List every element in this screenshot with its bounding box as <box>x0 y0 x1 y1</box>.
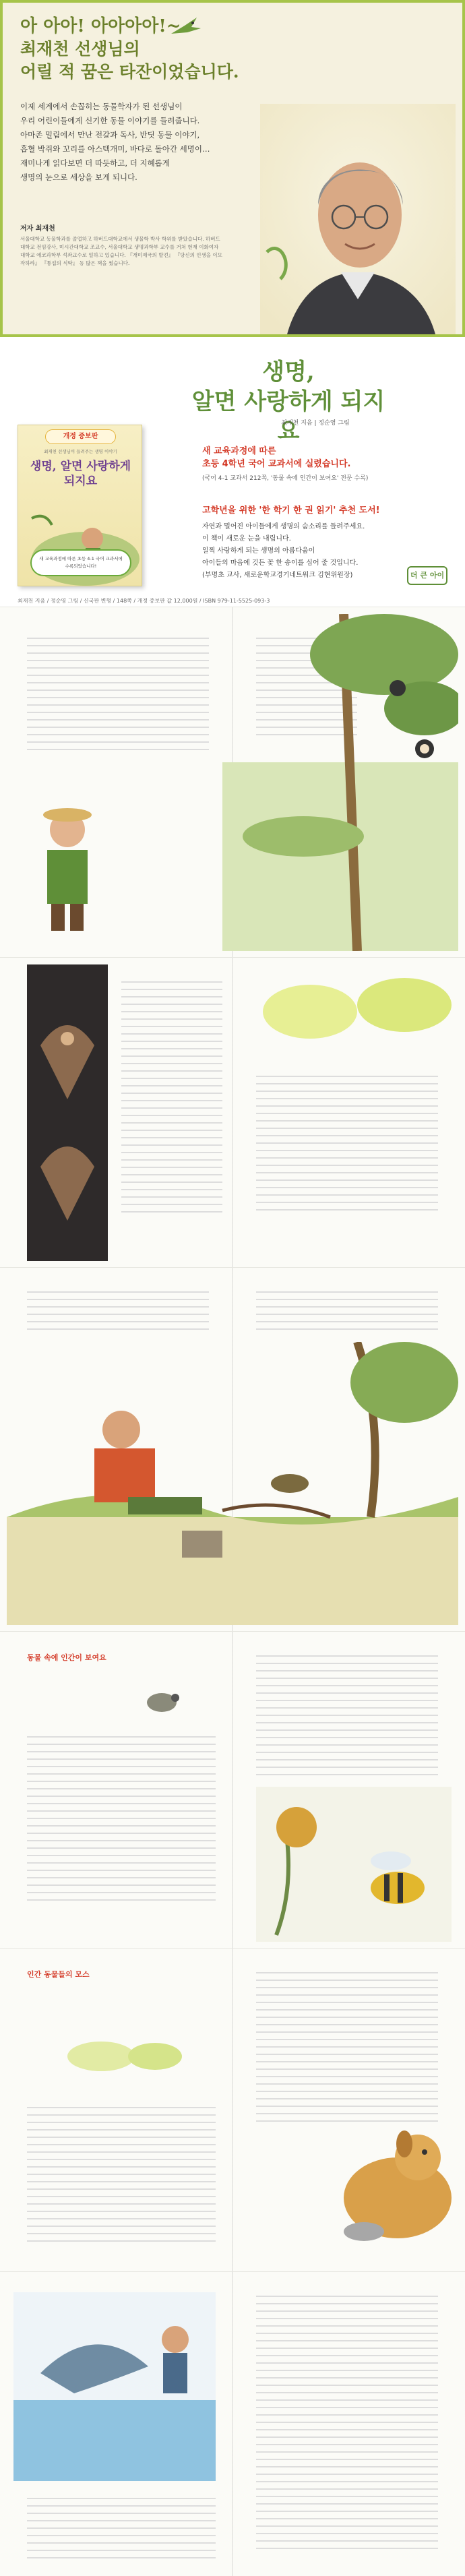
hero-quote <box>20 15 239 84</box>
spread-text-block <box>256 1652 438 1778</box>
book-title-line-1: 생명, <box>262 359 315 386</box>
highlight-line-2: 초등 4학년 국어 교과서에 실렸습니다. <box>202 459 351 469</box>
page-fold <box>232 1632 233 1948</box>
boy-illustration <box>27 789 108 938</box>
bat-illustration <box>27 964 108 1261</box>
curriculum-highlight <box>202 445 445 482</box>
insect-illustration <box>135 1686 189 1719</box>
book-section <box>0 337 465 607</box>
spread-text-block <box>256 1072 438 1213</box>
spread-2 <box>0 957 465 1267</box>
spread-6 <box>0 2271 465 2576</box>
dolphin-illustration <box>13 2292 216 2481</box>
spread-4 <box>0 1631 465 1948</box>
section-heading: 인간 동물들의 모스 <box>27 1970 90 1979</box>
book-title <box>187 357 390 446</box>
hero-quote-line-1: 아 아아! 아아아아!~ <box>20 16 181 36</box>
recommendation-title: 고학년을 위한 '한 학기 한 권 읽기' 추천 도서! <box>202 505 380 516</box>
highlight-note: (국어 4-1 교과서 212쪽, '동물 속에 인간이 보여요' 전문 수록) <box>202 475 369 482</box>
spread-text-block <box>27 634 209 753</box>
hero-body-line: 흡혈 박쥐와 꼬리를 아스텍개미, 바다로 돌아간 세명이… <box>20 144 210 154</box>
book-title-line-2: 알면 사랑하게 되지요 <box>191 388 385 445</box>
recommendation-line: 일찍 사랑하게 되는 생명의 아름다움이 <box>202 547 315 555</box>
cover-sticker: 새 교육과정에 따른 초등 4-1 국어 교과서에 수록되었습니다! <box>30 549 131 576</box>
spread-text-block <box>27 2104 216 2244</box>
recommendation-line: 자연과 멀어진 아이들에게 생명의 숨소리를 들려주세요. <box>202 523 365 530</box>
cover-badge: 개정 증보판 <box>45 429 116 444</box>
spread-1 <box>0 607 465 957</box>
hero-body <box>20 100 249 185</box>
cover-title: 생명, 알면 사랑하게 되지요 <box>30 460 131 488</box>
endorsement: (부명초 교사, 새로운학교경기네트워크 김현위원장) <box>202 572 353 579</box>
leaf-illustration <box>61 2029 182 2083</box>
author-name: 저자 최재천 <box>20 225 55 233</box>
hero-section <box>0 0 465 337</box>
hummingbird-illustration <box>168 13 204 42</box>
author-portrait <box>260 104 456 334</box>
book-cover <box>18 425 142 586</box>
hero-body-line: 우리 어린이들에게 신기한 동물 이야기를 들려줍니다. <box>20 116 200 125</box>
author-description: 서울대학교 동물학과를 졸업하고 하버드대학교에서 생물학 박사 학위를 받았습니다. 하버드대학교 전임강사, 미시간대학교 조교수, 서울대학교 생명과학부 교수를 거쳐 현재 이화여자대학교 에코과학부 석좌교수로 일하고 있습니다. 『개미제국의 발견』 『당신의 인생을 이모작하라』 『통섭의 식탁』 등 많은 책을 썼습니다. <box>20 236 222 266</box>
hero-body-line: 생명의 눈으로 세상을 보게 되니다. <box>20 173 137 182</box>
bee-illustration <box>256 1787 452 1942</box>
spread-text-block <box>256 1288 438 1332</box>
hero-quote-line-3: 어릴 적 꿈은 타잔이었습니다. <box>20 62 239 82</box>
spread-text-block <box>27 2494 216 2561</box>
publisher-logo: 더 큰 아이 <box>407 566 447 585</box>
spread-text-block <box>27 1288 209 1332</box>
spread-text-block <box>256 1969 438 2124</box>
section-heading: 동물 속에 인간이 보여요 <box>27 1653 106 1662</box>
highlight-line-1: 새 교육과정에 따른 <box>202 446 276 456</box>
spread-text-block <box>121 978 222 1215</box>
cover-subtitle: 최재천 선생님이 들려주는 생명 이야기 <box>44 449 117 454</box>
recommendation-line: 이 책이 새로운 눈을 내립니다. <box>202 535 291 543</box>
spread-text-block <box>256 2292 438 2552</box>
author-box <box>20 222 222 268</box>
jungle-illustration <box>222 614 458 951</box>
spread-3 <box>0 1267 465 1631</box>
page-fold <box>232 958 233 1267</box>
spread-text-block <box>27 1733 216 1903</box>
leaf-illustration <box>256 971 452 1052</box>
hero-quote-line-2: 최재천 선생님의 <box>20 39 140 59</box>
recommendation-line: 아이들의 마음에 깃든 꽃 한 송이를 심어 줄 것입니다. <box>202 559 359 567</box>
book-byline: 최재천 지음 | 정순영 그림 <box>281 420 350 427</box>
page-fold <box>232 1949 233 2271</box>
dog-illustration <box>323 2104 458 2265</box>
spread-5 <box>0 1948 465 2271</box>
hero-body-line: 이제 세계에서 손꼽히는 동물학자가 된 선생님이 <box>20 102 183 111</box>
book-meta: 최재천 지음 / 정순영 그림 / 신국판 변형 / 148쪽 / 개정 증보판 값 12,000원 / ISBN 979-11-5525-093-3 <box>18 598 270 604</box>
hero-body-line: 아마존 밀림에서 만난 전갈과 독사, 반딧 동물 이야기, <box>20 130 200 140</box>
hero-body-line: 재미나게 읽다보면 더 따듯하고, 더 지혜롭게 <box>20 158 170 168</box>
scientist-illustration <box>7 1342 458 1625</box>
page-fold <box>232 2272 233 2576</box>
